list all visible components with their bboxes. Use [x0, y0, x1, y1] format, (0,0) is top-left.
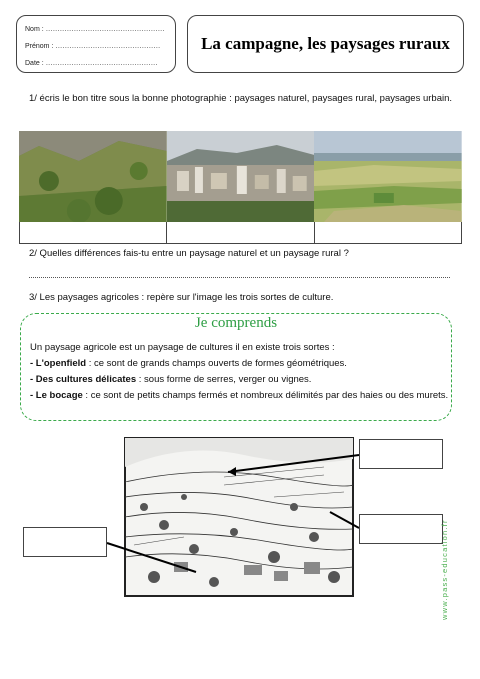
lesson-intro: Un paysage agricole est un paysage de cultures il en existe trois sortes : — [30, 342, 335, 353]
worksheet-title: La campagne, les paysages ruraux — [201, 34, 450, 53]
lesson-definition: : ce sont de grands champs ouverts de formes géométriques. — [86, 358, 347, 369]
watermark: www.pass-education.fr — [440, 519, 449, 620]
question-2: 2/ Quelles différences fais-tu entre un paysage naturel et un paysage rural ? — [29, 248, 349, 259]
lesson-definition: : ce sont de petits champs fermés et nombreux délimités par des haies ou des murets. — [82, 390, 449, 401]
answer-box-1[interactable] — [359, 439, 443, 469]
date-field-label[interactable]: Date : ………………………………………… — [25, 60, 158, 67]
question-3: 3/ Les paysages agricoles : repère sur l'image les trois sortes de culture. — [29, 292, 334, 303]
answer-box-2[interactable] — [359, 514, 443, 544]
firstname-field-label[interactable]: Prénom : ……………………………………… — [25, 43, 161, 50]
lesson-term: - Des cultures délicates — [30, 374, 137, 385]
name-field-label[interactable]: Nom : …………………………………………… — [25, 26, 165, 33]
lesson-definition: : sous forme de serres, verger ou vignes. — [136, 374, 312, 385]
lesson-title: Je comprends — [194, 315, 278, 331]
answer-box-3[interactable] — [23, 527, 107, 557]
lesson-term: - L'openfield — [30, 358, 87, 369]
lesson-term: - Le bocage — [30, 390, 83, 401]
question-1: 1/ écris le bon titre sous la bonne photographie : paysages naturel, paysages rural, paysages urbain. — [29, 93, 453, 104]
